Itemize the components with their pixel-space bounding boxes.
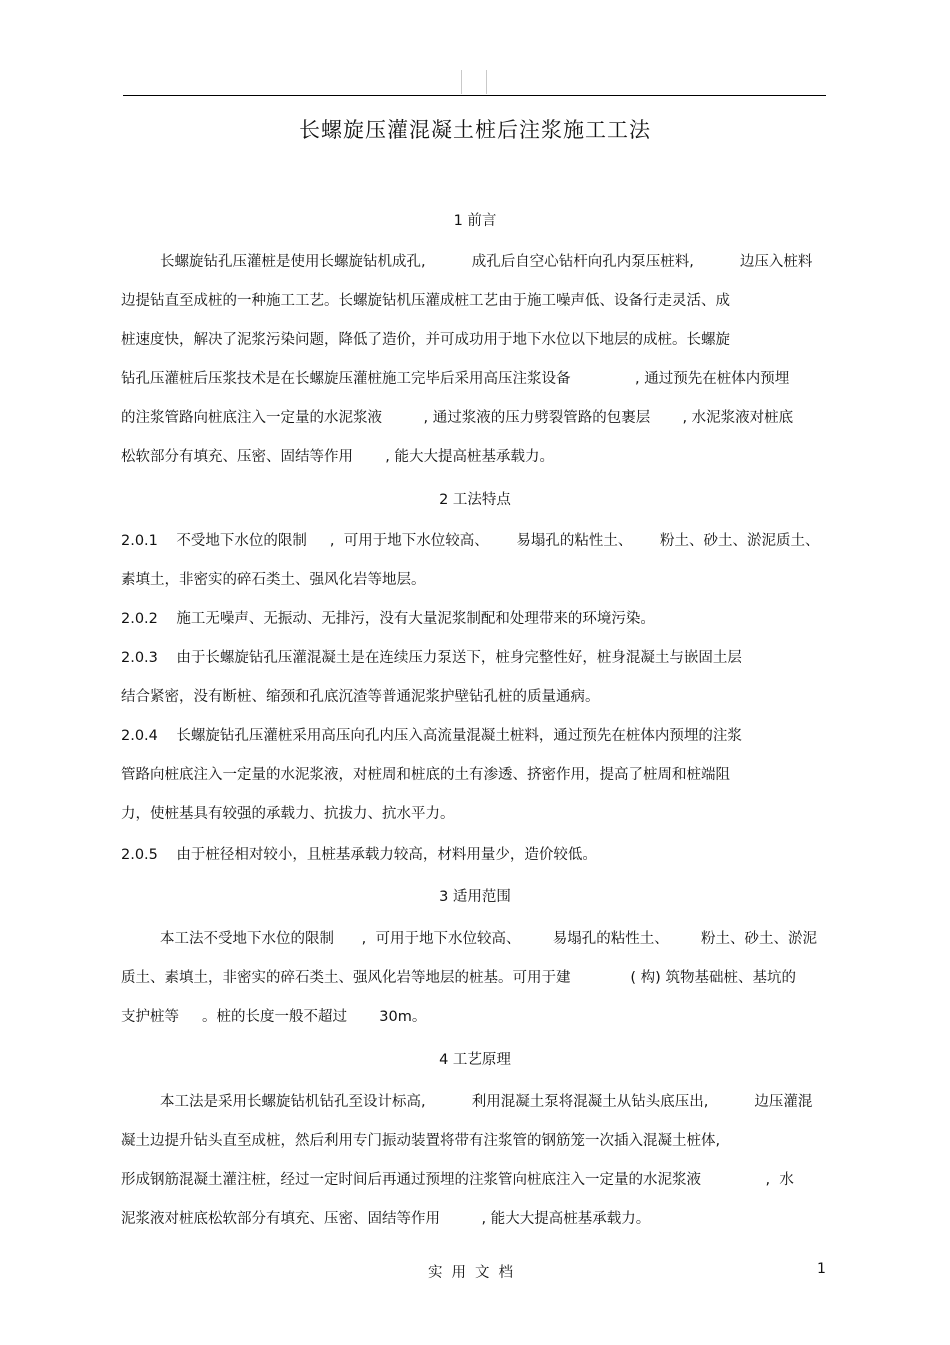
- paragraph-line: 支护桩等 。桩的长度一般不超过 30m。: [121, 1009, 427, 1025]
- section-heading-scope: 3 适用范围: [439, 889, 511, 905]
- paragraph-line: 管路向桩底注入一定量的水泥浆液，对桩周和桩底的土有渗透、挤密作用，提高了桩周和桩端阻: [121, 767, 730, 783]
- paragraph-line: 质土、素填土，非密实的碎石类土、强风化岩等地层的桩基。可用于建 ( 构) 筑物基础桩、基坑的: [121, 970, 796, 986]
- paragraph-line: 2.0.5 由于桩径相对较小，且桩基承载力较高，材料用量少，造价较低。: [121, 847, 597, 863]
- paragraph-line: 结合紧密，没有断桩、缩颈和孔底沉渣等普通泥浆护壁钻孔桩的质量通病。: [121, 689, 600, 705]
- section-heading-features: 2 工法特点: [439, 492, 511, 508]
- page-footer: 实用文档: [428, 1265, 522, 1281]
- header-rule: [123, 95, 826, 96]
- paragraph-line: 形成钢筋混凝土灌注桩，经过一定时间后再通过预埋的注浆管向桩底注入一定量的水泥浆液 , 水: [121, 1172, 794, 1188]
- section-heading-preface: 1 前言: [453, 213, 497, 229]
- paragraph-line: 本工法不受地下水位的限制 , 可用于地下水位较高、 易塌孔的粘性土、 粉土、砂土、淤泥: [160, 931, 818, 947]
- paragraph-line: 桩速度快，解决了泥浆污染问题，降低了造价，并可成功用于地下水位以下地层的成桩。长螺旋: [121, 332, 730, 348]
- paragraph-line: 钻孔压灌桩后压浆技术是在长螺旋压灌桩施工完毕后采用高压注浆设备 , 通过预先在桩体内预埋: [121, 371, 790, 387]
- paragraph-line: 松软部分有填充、压密、固结等作用 , 能大大提高桩基承载力。: [121, 449, 554, 465]
- paragraph-line: 力，使桩基具有较强的承载力、抗拔力、抗水平力。: [121, 806, 455, 822]
- paragraph-line: 素填土，非密实的碎石类土、强风化岩等地层。: [121, 572, 426, 588]
- paragraph-line: 2.0.4 长螺旋钻孔压灌桩采用高压向孔内压入高流量混凝土桩料，通过预先在桩体内预埋的注浆: [121, 728, 742, 744]
- header-mark: [461, 70, 487, 94]
- paragraph-line: 边提钻直至成桩的一种施工工艺。长螺旋钻机压灌成桩工艺由于施工噪声低、设备行走灵活、成: [121, 293, 730, 309]
- page-number: 1: [817, 1261, 826, 1277]
- page-title: 长螺旋压灌混凝土桩后注浆施工工法: [299, 118, 651, 142]
- paragraph-line: 凝土边提升钻头直至成桩，然后利用专门振动装置将带有注浆管的钢筋笼一次插入混凝土桩体,: [121, 1133, 721, 1149]
- paragraph-line: 泥浆液对桩底松软部分有填充、压密、固结等作用 , 能大大提高桩基承载力。: [121, 1211, 651, 1227]
- paragraph-line: 2.0.3 由于长螺旋钻孔压灌混凝土是在连续压力泵送下，桩身完整性好，桩身混凝土与嵌固土层: [121, 650, 742, 666]
- paragraph-line: 2.0.1 不受地下水位的限制 , 可用于地下水位较高、 易塌孔的粘性土、 粉土、砂土、淤泥质土、: [121, 533, 820, 549]
- paragraph-line: 长螺旋钻孔压灌桩是使用长螺旋钻机成孔, 成孔后自空心钻杆向孔内泵压桩料, 边压入桩料: [160, 254, 813, 270]
- section-heading-principle: 4 工艺原理: [439, 1052, 511, 1068]
- paragraph-line: 2.0.2 施工无噪声、无振动、无排污，没有大量泥浆制配和处理带来的环境污染。: [121, 611, 655, 627]
- paragraph-line: 本工法是采用长螺旋钻机钻孔至设计标高, 利用混凝土泵将混凝土从钻头底压出, 边压灌混: [160, 1094, 813, 1110]
- paragraph-line: 的注浆管路向桩底注入一定量的水泥浆液 , 通过浆液的压力劈裂管路的包裹层 , 水泥浆液对桩底: [121, 410, 794, 426]
